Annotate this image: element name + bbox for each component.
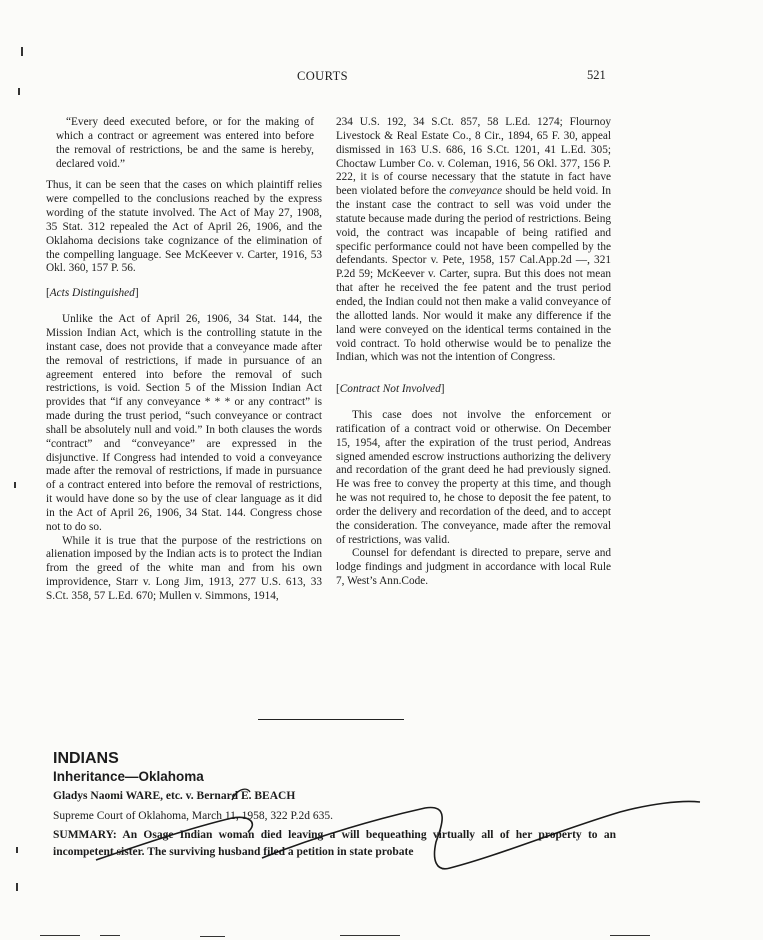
subtopic-heading: Inheritance—Oklahoma	[53, 769, 204, 784]
case-annotation	[53, 750, 623, 858]
paragraph: While it is true that the purpose of the restrictions on alienation imposed by the Indian acts is to protect the Indian from the greed of the white man and from his own improvidence, Starr v. Long Jim, 1913, 277 U.S. 613, 33 S.Ct. 358, 57 L.Ed. 670; Mullen v. Simmons, 1914,	[46, 534, 322, 602]
summary-label: SUMMARY:	[53, 829, 117, 841]
case-summary	[53, 827, 616, 861]
paragraph-text: 234 U.S. 192, 34 S.Ct. 857, 58 L.Ed. 1274; Flournoy Livestock & Real Estate Co., 8 Cir., 1894, 65 F. 30, appeal dismissed in 163 U.S. 686, 16 S.Ct. 1201, 41 L.Ed. 305; Choctaw Lumber Co. v. Coleman, 1916, 56 Okl. 377, 156 P. 222, it is of course necessary that the statute in fact have been violated before the	[336, 116, 611, 198]
paragraph	[336, 116, 611, 365]
paragraph: Unlike the Act of April 26, 1906, 34 Stat. 144, the Mission Indian Act, which is the controlling statute in the instant case, does not provide that a conveyance made after the removal of restrictions, if made in pursuance of an agreement entered into before the removal of such restrictions, is void. Section 5 of the Mission Indian Act provides that “if any conveyance * * * or any contract” is made during the trust period, “such conveyance or contract shall be absolutely null and void.” In both clauses the words “contract” and “conveyance” are expressed in the disjunctive. If Congress had intended to void a conveyance made after the removal of restrictions, if made in pursuance of a contract entered into before the removal of restrictions, it would have done so by the use of clear language as it did in the Act of April 26, 1906, 34 Stat. 144. Congress chose not to do so.	[46, 313, 322, 533]
scan-edge-mark	[610, 935, 650, 936]
summary-text: An Osage Indian woman died leaving a will bequeathing virtually all of her property to an incompetent sister. The surviving husband filed a petition in state probate	[53, 829, 616, 858]
margin-mark	[16, 847, 18, 853]
margin-mark	[18, 88, 20, 95]
margin-mark	[14, 482, 16, 488]
paragraph-text: should be held void. In the instant case the contract to sell was void under the statute because made during the period of restrictions. Being void, the contract was incapable of being ratified and specific performance could not have been compelled by the defendants. Spector v. Pete, 1958, 157 Cal.App.2d —, 321 P.2d 59; McKeever v. Carter, supra. But this does not mean that after he received the fee patent and the trust period ended, the Indian could not then make a valid conveyance of the allotted lands. Nor would it make any difference if the land were conveyed on the identical terms contained in the void contract. To hold otherwise would be to penalize the Indian, which was not the intention of Congress.	[336, 185, 611, 364]
paragraph: Thus, it can be seen that the cases on which plaintiff relies were compelled to the conclusions reached by the express wording of the statute involved. The Act of May 27, 1908, 35 Stat. 312 repealed the Act of April 26, 1906, and the Oklahoma decisions take cognizance of the elimination of the compelling language. See McKeever v. Carter, 1916, 53 Okl. 360, 157 P. 56.	[46, 179, 322, 275]
topic-heading: INDIANS	[53, 750, 119, 767]
right-column	[336, 116, 611, 589]
statute-quote: “Every deed executed before, or for the making of which a contract or agreement was entered into before the removal of restrictions, be and the same is hereby, declared void.”	[56, 116, 314, 170]
subheading-text: Contract Not Involved	[339, 383, 441, 396]
scan-edge-mark	[340, 935, 400, 936]
scan-edge-mark	[200, 936, 225, 937]
paragraph: Counsel for defendant is directed to prepare, serve and lodge findings and judgment in accordance with local Rule 7, West’s Ann.Code.	[336, 547, 611, 588]
page-number: 521	[587, 68, 606, 82]
section-subheading: [Contract Not Involved]	[336, 383, 445, 396]
paragraph: This case does not involve the enforcement or ratification of a contract void or otherwise. On December 15, 1954, after the expiration of the trust period, Andreas signed amended escrow instructions authorizing the delivery and recordation of the grant deed he had previously signed. He was free to convey the property at this time, and though he was not required to, he chose to deposit the fee patent, to order the delivery and recordation of the deed, and to accept the consideration. The conveyance, made after the removal of restrictions, was valid.	[336, 409, 611, 546]
court-citation: Supreme Court of Oklahoma, March 11, 1958, 322 P.2d 635.	[53, 810, 334, 822]
running-head	[0, 69, 763, 87]
margin-mark	[21, 47, 23, 56]
left-column	[46, 116, 322, 604]
case-name: Gladys Naomi WARE, etc. v. Bernard E. BEACH	[53, 790, 296, 802]
scan-edge-mark	[100, 935, 120, 936]
subheading-text: Acts Distinguished	[49, 287, 135, 300]
scan-edge-mark	[40, 935, 80, 936]
running-head-title: COURTS	[297, 69, 348, 83]
section-subheading: [Acts Distinguished]	[46, 287, 139, 300]
emphasis: conveyance	[449, 185, 503, 198]
section-divider	[258, 719, 404, 720]
margin-mark	[16, 883, 18, 891]
